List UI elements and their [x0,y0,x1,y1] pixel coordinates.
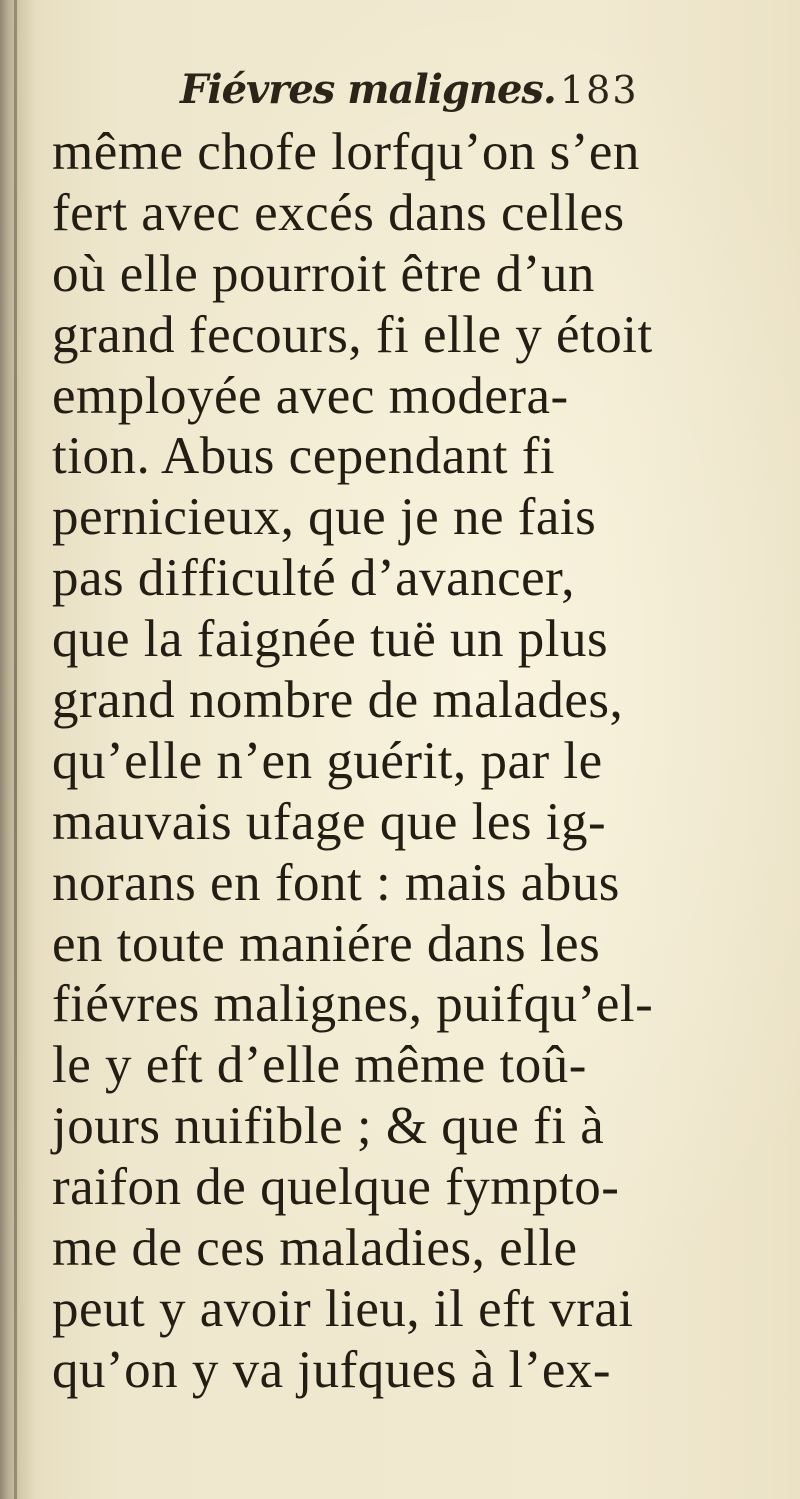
binding-edge [14,0,17,1499]
text-line: qu’on y va jufques à l’ex- [52,1340,612,1399]
text-line: où elle pourroit être d’un [52,244,595,303]
text-line: fert avec excés dans celles [52,183,625,242]
text-line: pas difficulté d’avancer, [52,549,575,608]
text-line: raifon de quelque fympto- [52,1158,620,1217]
text-line: tion. Abus cependant fi [52,427,556,486]
running-head [180,66,660,126]
body-text [52,122,772,1401]
text-line: pernicieux, que je ne fais [52,488,597,547]
text-line: grand fecours, fi elle y étoit [52,305,653,364]
text-line: peut y avoir lieu, il eft vrai [52,1279,634,1338]
text-line: fiévres malignes, puifqu’el- [52,975,654,1034]
text-line: mauvais ufage que les ig- [52,792,607,851]
text-line: jours nuifible ; & que fi à [52,1097,605,1156]
text-line: grand nombre de malades, [52,671,624,730]
text-line: en toute maniére dans les [52,914,601,973]
text-line: le y eft d’elle même toû- [52,1036,587,1095]
text-line: que la faignée tuë un plus [52,610,609,669]
page-gutter [0,0,34,1499]
page-number: 183 [560,68,639,112]
text-line: employée avec modera- [52,366,569,425]
text-line: me de ces maladies, elle [52,1219,578,1278]
text-line: même chofe lorfqu’on s’en [52,123,640,181]
text-line: qu’elle n’en guérit, par le [52,731,603,790]
text-line: norans en font : mais abus [52,853,620,912]
running-title: Fiévres malignes. [180,66,556,113]
